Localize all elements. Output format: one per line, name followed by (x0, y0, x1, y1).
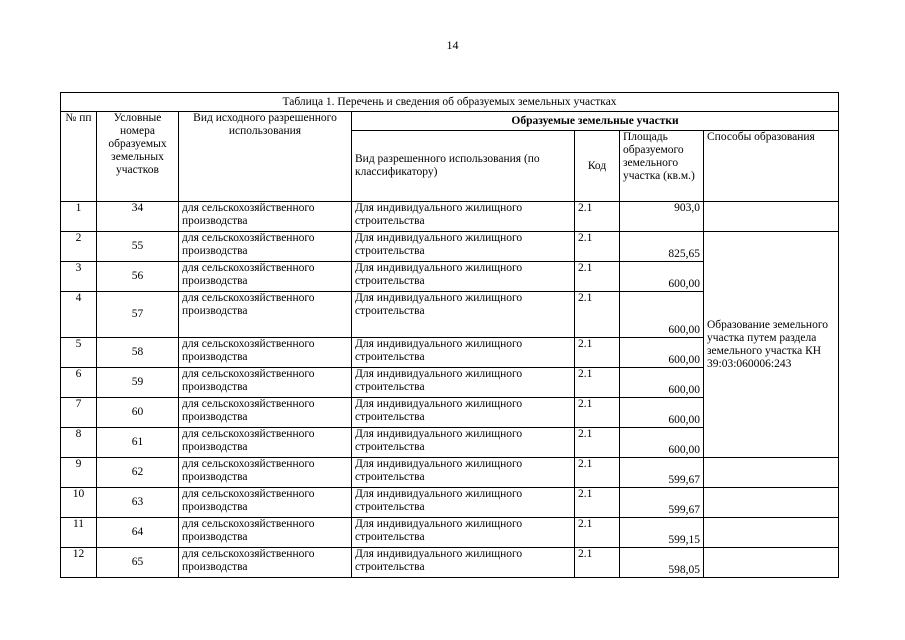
cell-orig-use: для сельскохозяйственного производства (179, 488, 352, 518)
cell-num: 2 (61, 232, 97, 262)
cell-area: 600,00 (620, 428, 704, 458)
header-method: Способы образования (704, 131, 839, 202)
cell-cond-number: 57 (97, 292, 179, 338)
cell-method-empty (704, 202, 839, 232)
cell-cond-number: 59 (97, 368, 179, 398)
table-title: Таблица 1. Перечень и сведения об образуемых земельных участках (61, 93, 839, 112)
cell-method-empty (704, 548, 839, 578)
cell-method-empty (704, 518, 839, 548)
header-area: Площадь образуемого земельного участка (кв.м.) (620, 131, 704, 202)
cell-num: 5 (61, 338, 97, 368)
cell-code: 2.1 (575, 338, 620, 368)
cell-code: 2.1 (575, 518, 620, 548)
cell-area: 600,00 (620, 398, 704, 428)
cell-new-use: Для индивидуального жилищного строительства (352, 428, 575, 458)
cell-code: 2.1 (575, 428, 620, 458)
cell-cond-number: 64 (97, 518, 179, 548)
cell-orig-use: для сельскохозяйственного производства (179, 338, 352, 368)
table-row (61, 548, 839, 578)
cell-new-use: Для индивидуального жилищного строительства (352, 262, 575, 292)
cell-code: 2.1 (575, 548, 620, 578)
cell-area: 600,00 (620, 368, 704, 398)
cell-cond-number: 61 (97, 428, 179, 458)
cell-orig-use: для сельскохозяйственного производства (179, 292, 352, 338)
cell-orig-use: для сельскохозяйственного производства (179, 202, 352, 232)
cell-area: 599,15 (620, 518, 704, 548)
cell-code: 2.1 (575, 232, 620, 262)
cell-new-use: Для индивидуального жилищного строительства (352, 202, 575, 232)
cell-num: 4 (61, 292, 97, 338)
cell-cond-number: 34 (97, 202, 179, 232)
cell-code: 2.1 (575, 292, 620, 338)
cell-method: Образование земельного участка путем раздела земельного участка КН 39:03:060006:243 (704, 232, 839, 458)
cell-cond-number: 65 (97, 548, 179, 578)
cell-cond-number: 63 (97, 488, 179, 518)
cell-cond-number: 58 (97, 338, 179, 368)
cell-num: 11 (61, 518, 97, 548)
cell-new-use: Для индивидуального жилищного строительства (352, 488, 575, 518)
cell-orig-use: для сельскохозяйственного производства (179, 548, 352, 578)
table-row (61, 458, 839, 488)
cell-cond-number: 55 (97, 232, 179, 262)
cell-orig-use: для сельскохозяйственного производства (179, 458, 352, 488)
cell-code: 2.1 (575, 202, 620, 232)
cell-code: 2.1 (575, 488, 620, 518)
cell-area: 600,00 (620, 338, 704, 368)
cell-code: 2.1 (575, 368, 620, 398)
cell-num: 1 (61, 202, 97, 232)
cell-area: 599,67 (620, 488, 704, 518)
cell-new-use: Для индивидуального жилищного строительства (352, 518, 575, 548)
cell-orig-use: для сельскохозяйственного производства (179, 262, 352, 292)
cell-orig-use: для сельскохозяйственного производства (179, 232, 352, 262)
table-row (61, 202, 839, 232)
cell-num: 3 (61, 262, 97, 292)
cell-cond-number: 60 (97, 398, 179, 428)
table-row (61, 518, 839, 548)
cell-area: 598,05 (620, 548, 704, 578)
cell-num: 10 (61, 488, 97, 518)
cell-code: 2.1 (575, 398, 620, 428)
header-num: № пп (61, 112, 97, 202)
cell-orig-use: для сельскохозяйственного производства (179, 368, 352, 398)
table-row (61, 232, 839, 262)
cell-area: 600,00 (620, 292, 704, 338)
page-number: 14 (446, 38, 459, 52)
header-cond-numbers: Условные номера образуемых земельных участков (97, 112, 179, 202)
cell-orig-use: для сельскохозяйственного производства (179, 518, 352, 548)
cell-new-use: Для индивидуального жилищного строительства (352, 232, 575, 262)
cell-new-use: Для индивидуального жилищного строительства (352, 292, 575, 338)
cell-new-use: Для индивидуального жилищного строительства (352, 398, 575, 428)
cell-new-use: Для индивидуального жилищного строительства (352, 458, 575, 488)
cell-area: 903,0 (620, 202, 704, 232)
cell-orig-use: для сельскохозяйственного производства (179, 428, 352, 458)
cell-new-use: Для индивидуального жилищного строительства (352, 368, 575, 398)
cell-code: 2.1 (575, 262, 620, 292)
header-group: Образуемые земельные участки (352, 112, 839, 131)
cell-new-use: Для индивидуального жилищного строительства (352, 548, 575, 578)
cell-num: 6 (61, 368, 97, 398)
header-orig-use: Вид исходного разрешенного использования (179, 112, 352, 202)
cell-area: 825,65 (620, 232, 704, 262)
cell-method-empty (704, 458, 839, 488)
cell-orig-use: для сельскохозяйственного производства (179, 398, 352, 428)
cell-num: 12 (61, 548, 97, 578)
cell-area: 599,67 (620, 458, 704, 488)
header-code: Код (575, 131, 620, 202)
cell-num: 9 (61, 458, 97, 488)
cell-area: 600,00 (620, 262, 704, 292)
cell-new-use: Для индивидуального жилищного строительства (352, 338, 575, 368)
cell-num: 8 (61, 428, 97, 458)
land-plots-table (60, 92, 839, 578)
cell-num: 7 (61, 398, 97, 428)
cell-method-empty (704, 488, 839, 518)
header-new-use: Вид разрешенного использования (по классификатору) (352, 131, 575, 202)
cell-cond-number: 62 (97, 458, 179, 488)
table-row (61, 488, 839, 518)
cell-cond-number: 56 (97, 262, 179, 292)
cell-code: 2.1 (575, 458, 620, 488)
